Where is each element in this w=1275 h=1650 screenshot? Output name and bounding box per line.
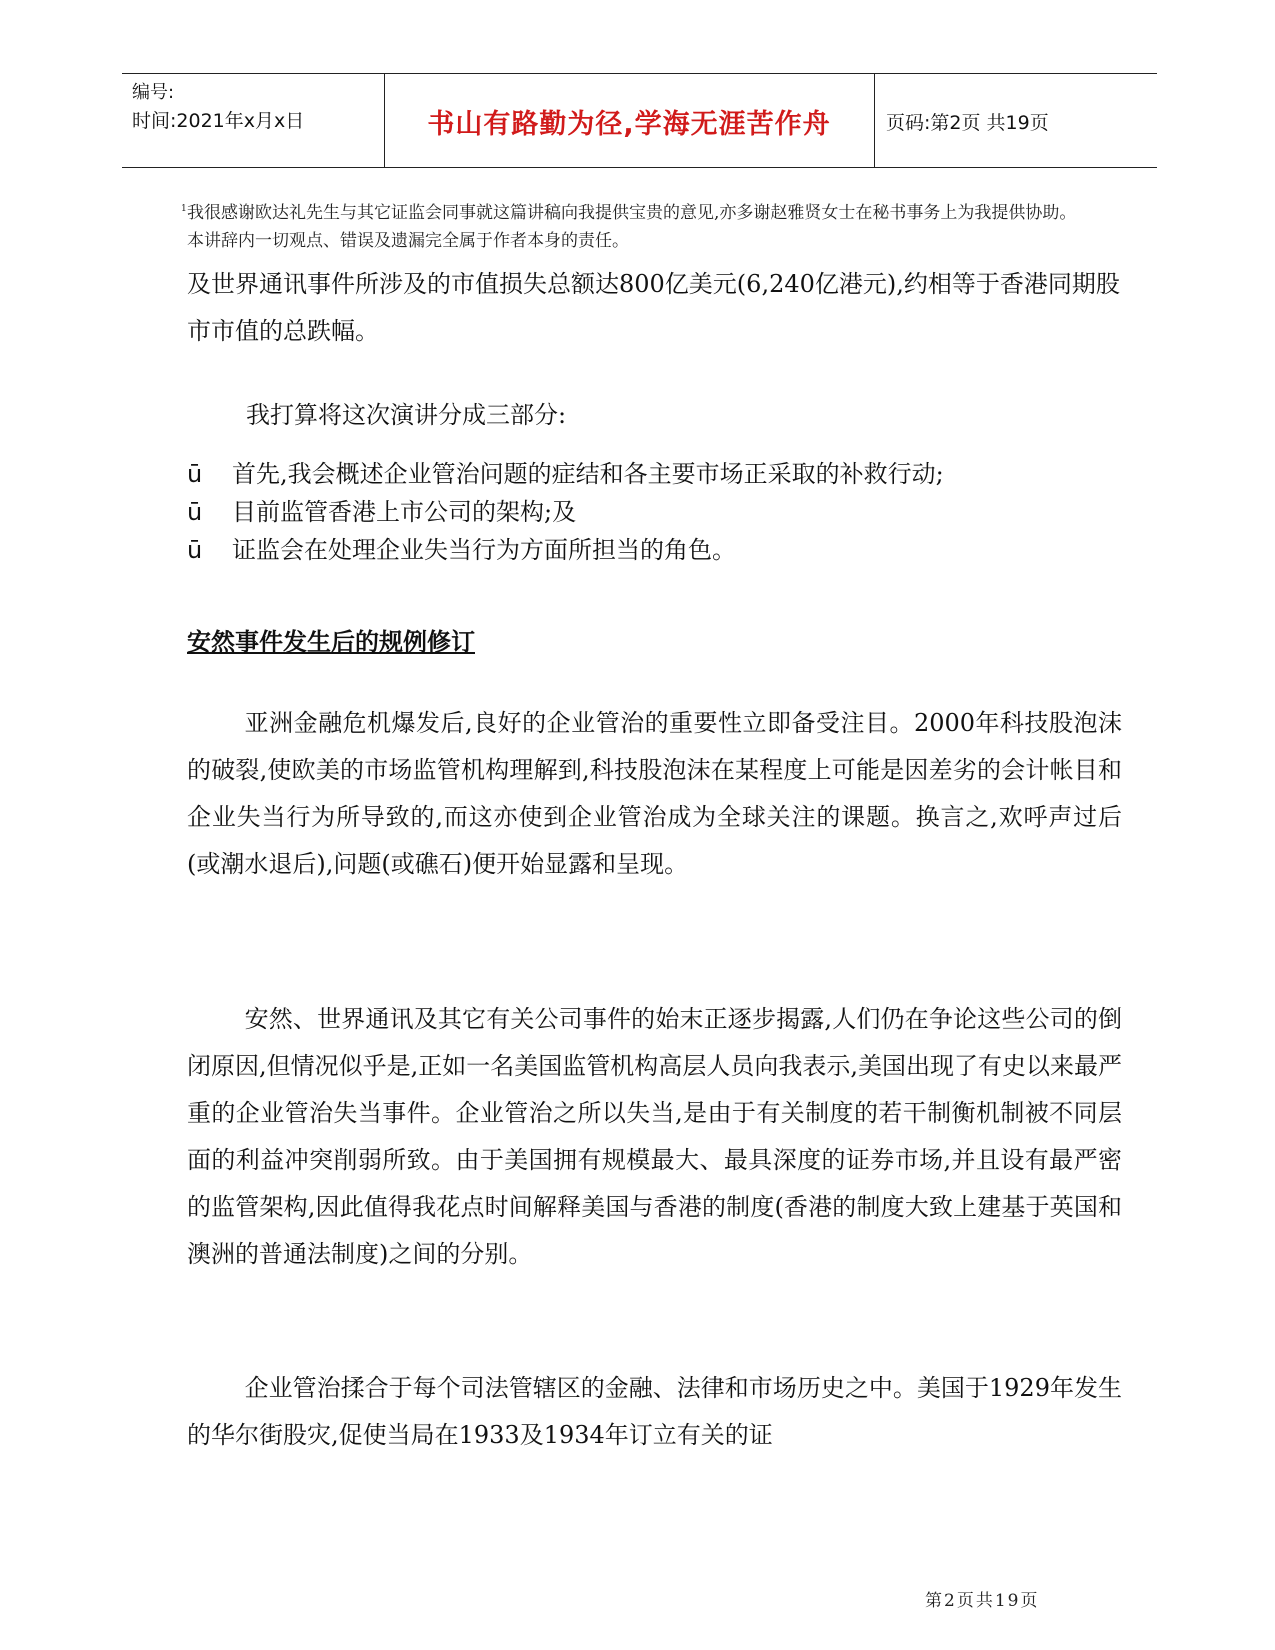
intro-plan: 我打算将这次演讲分成三部分: (246, 401, 567, 429)
bullet-icon: ū (187, 536, 203, 564)
document-date: 时间:2021年x月x日 (132, 110, 305, 132)
outline-list (187, 455, 1122, 569)
list-item (187, 493, 1122, 531)
list-item (187, 455, 1122, 493)
list-item (187, 531, 1122, 569)
footnote-text: 我很感谢欧达礼先生与其它证监会同事就这篇讲稿向我提供宝贵的意见,亦多谢赵雅贤女士在秘书事务上为我提供协助。本讲辞内一切观点、错误及遗漏完全属于作者本身的责任。 (187, 203, 1077, 251)
intro-continuation: 及世界通讯事件所涉及的市值损失总额达800亿美元(6,240亿港元),约相等于香港同期股市市值的总跌幅。 (187, 270, 1120, 345)
header-motto-cell (384, 74, 875, 167)
header-page-info: 页码:第2页 共19页 (886, 112, 1049, 134)
list-item-text: 证监会在处理企业失当行为方面所担当的角色。 (232, 536, 736, 564)
section-heading: 安然事件发生后的规例修订 (187, 628, 475, 656)
bullet-icon: ū (187, 498, 203, 526)
body-paragraph: 企业管治揉合于每个司法管辖区的金融、法律和市场历史之中。美国于1929年发生的华尔街股灾,促使当局在1933及1934年订立有关的证 (187, 1374, 1122, 1449)
page-header (122, 73, 1157, 168)
list-item-text: 目前监管香港上市公司的架构;及 (232, 498, 577, 526)
header-meta-cell (122, 74, 385, 167)
document-number-label: 编号: (132, 82, 175, 103)
body-paragraph: 安然、世界通讯及其它有关公司事件的始末正逐步揭露,人们仍在争论这些公司的倒闭原因,但情况似乎是,正如一名美国监管机构高层人员向我表示,美国出现了有史以来最严重的企业管治失当事件。企业管治之所以失当,是由于有关制度的若干制衡机制被不同层面的利益冲突削弱所致。由于美国拥有规模最大、最具深度的证券市场,并且设有最严密的监管架构,因此值得我花点时间解释美国与香港的制度(香港的制度大致上建基于英国和澳洲的普通法制度)之间的分别。 (187, 1005, 1122, 1268)
body-paragraph: 亚洲金融危机爆发后,良好的企业管治的重要性立即备受注目。2000年科技股泡沫的破裂,使欧美的市场监管机构理解到,科技股泡沫在某程度上可能是因差劣的会计帐目和企业失当行为所导致的,而这亦使到企业管治成为全球关注的课题。换言之,欢呼声过后(或潮水退后),问题(或礁石)便开始显露和呈现。 (187, 709, 1122, 878)
footnote (181, 199, 1092, 255)
bullet-icon: ū (187, 460, 203, 488)
footnote-marker: 1 (181, 204, 187, 214)
header-motto: 书山有路勤为径,学海无涯苦作舟 (427, 109, 831, 140)
list-item-text: 首先,我会概述企业管治问题的症结和各主要市场正采取的补救行动; (232, 460, 944, 488)
header-page-cell (874, 74, 1157, 167)
page-footer: 第2页共19页 (925, 1591, 1040, 1611)
